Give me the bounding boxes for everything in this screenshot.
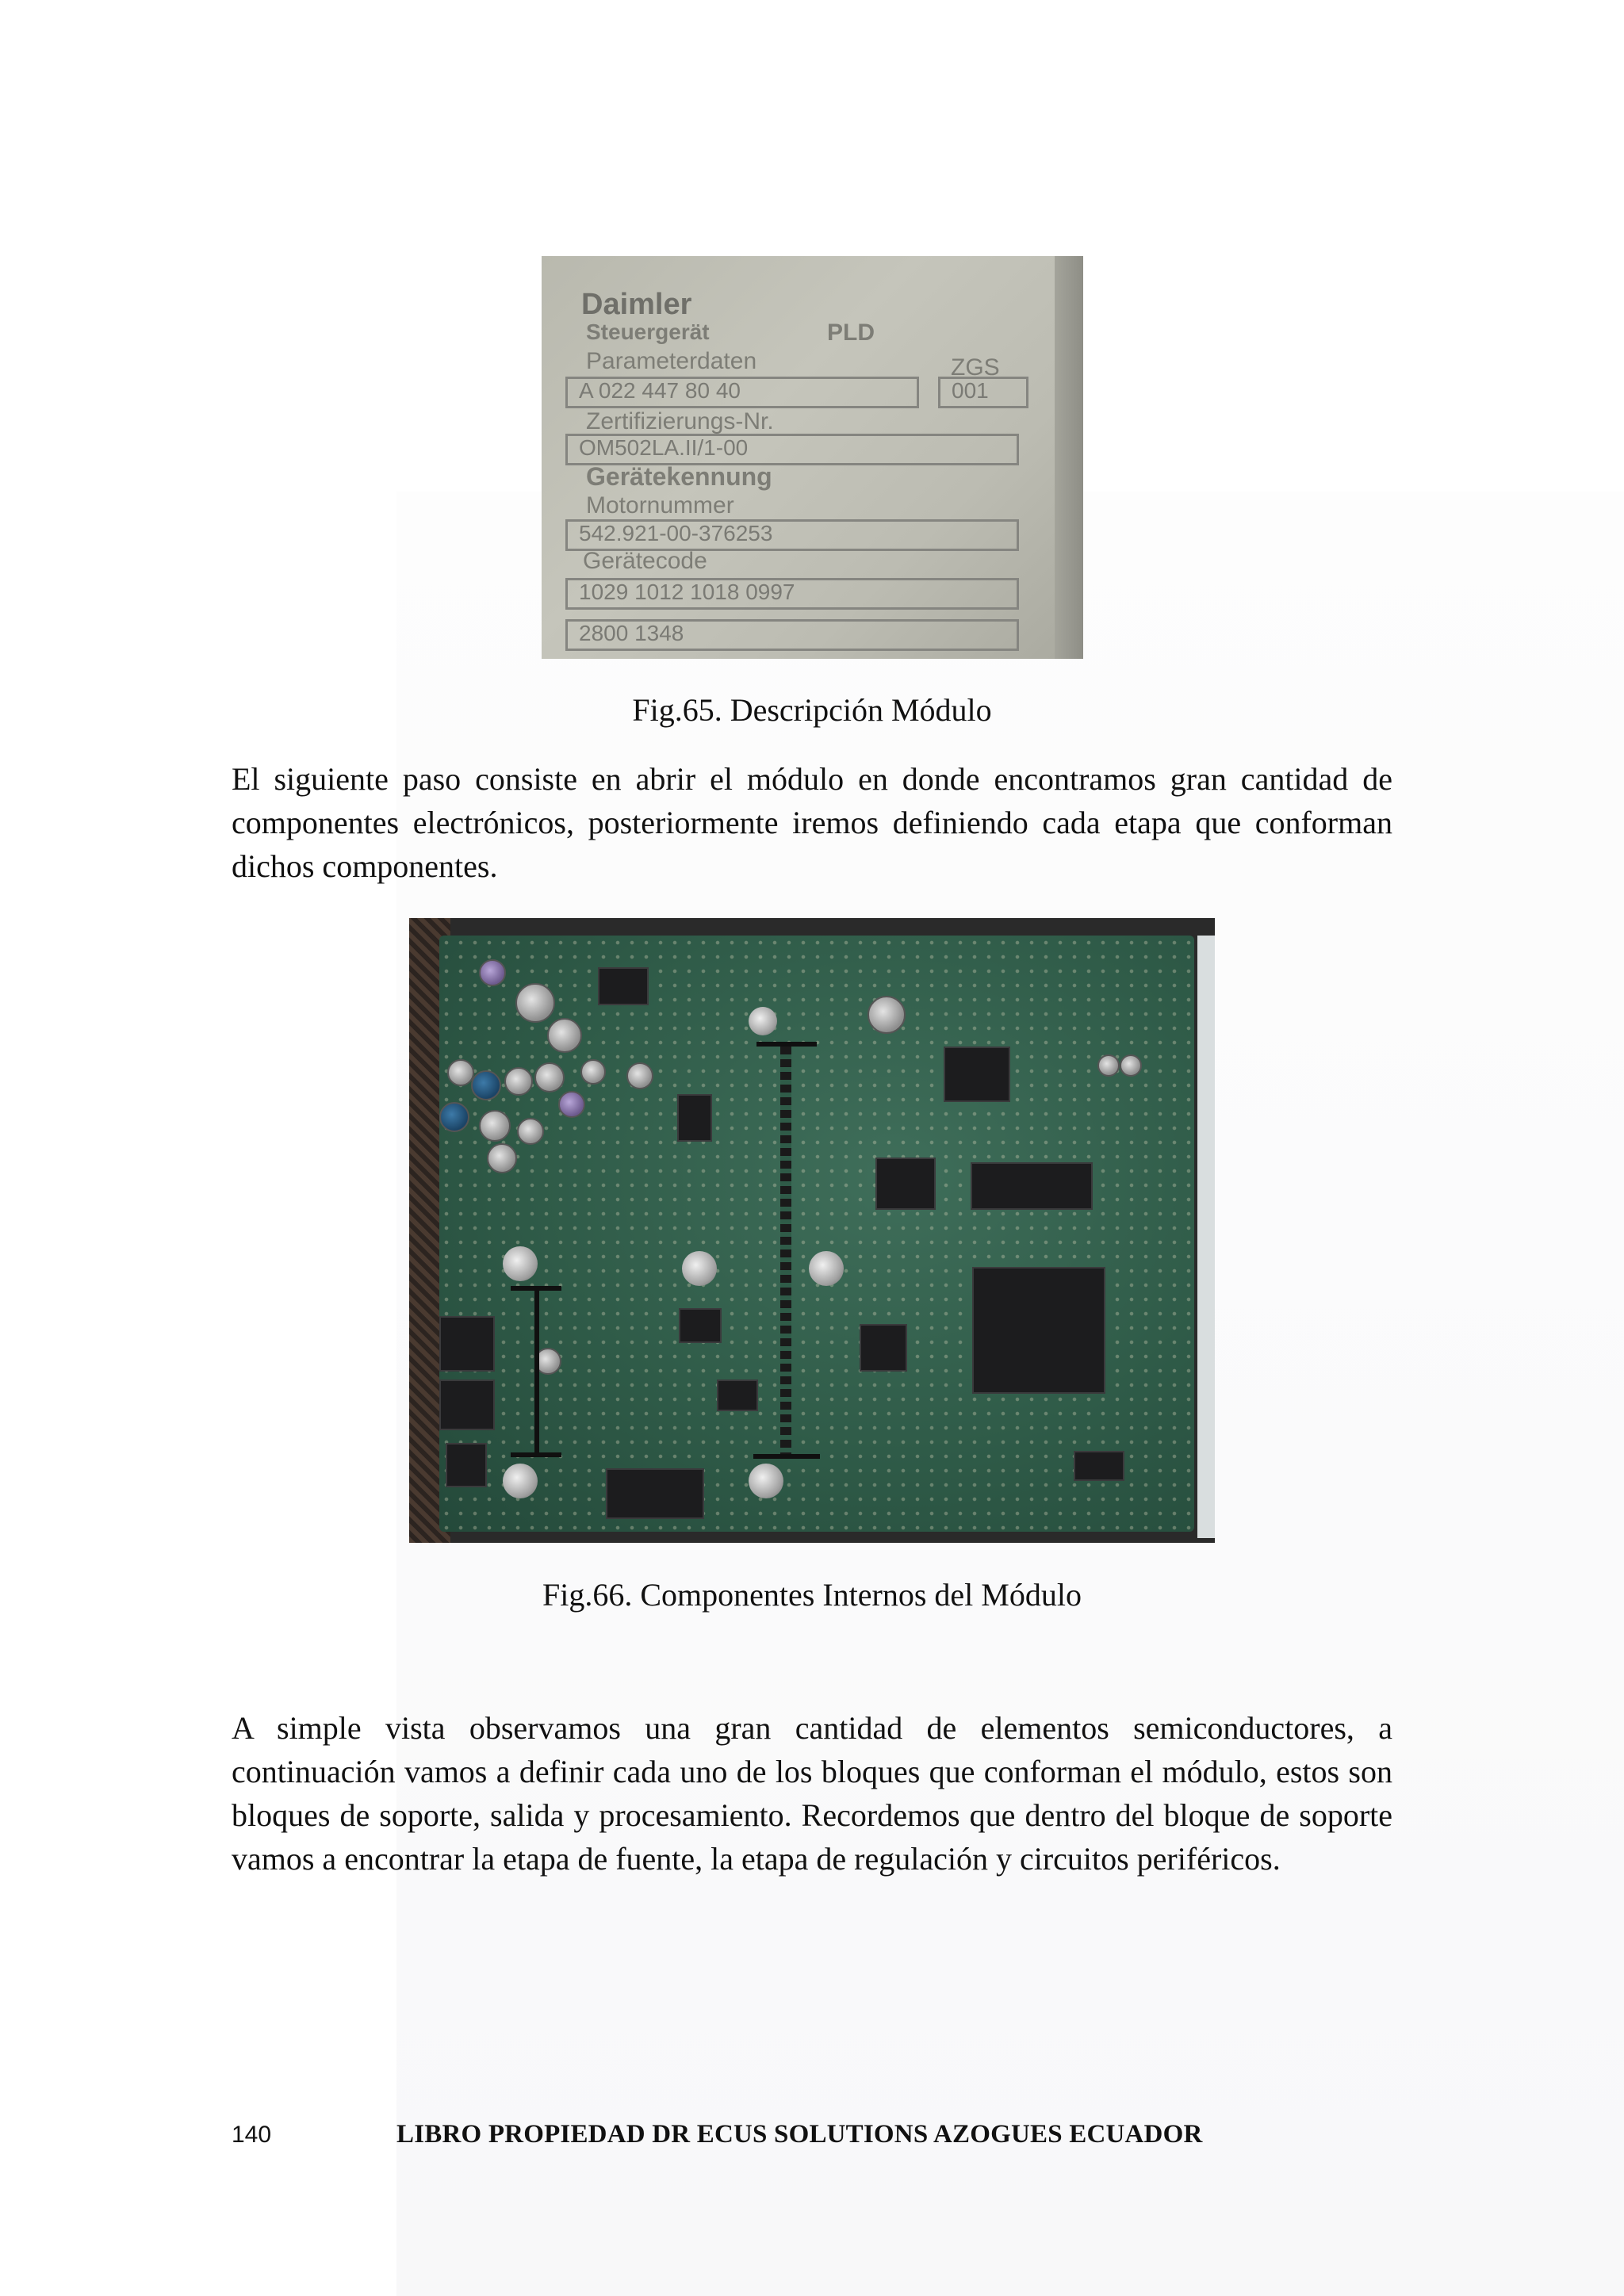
plate-box-device-code: 1029 1012 1018 0997 [565,578,1019,610]
capacitor [534,1062,565,1093]
pcb-chip [598,967,649,1005]
pcb-marker-bar [756,1042,817,1047]
plate-line-zgs: ZGS [951,354,1000,381]
pcb-connector-chip [606,1468,704,1519]
pcb-chip [679,1308,722,1343]
paragraph-1: El siguiente paso consiste en abrir el módulo en donde encontramos gran cantidad de componentes electrónicos, posteriormente iremos definiendo cada etapa que conforman dichos componentes. [232,761,1392,884]
figure-65-label-photo [542,256,1083,659]
plate-sub-motornummer: Motornummer [586,492,734,519]
pcb-chip [446,1443,487,1487]
pcb-chip [875,1158,936,1210]
capacitor [580,1059,606,1085]
figure-65-caption: Fig.65. Descripción Módulo [632,692,992,728]
capacitor [547,1018,582,1053]
mounting-screw [749,1007,777,1035]
plate-box-zgs: 001 [938,377,1028,408]
pcb-processor-chip [972,1267,1105,1394]
capacitor [479,1110,511,1142]
pcb-chip [717,1380,758,1411]
pcb-marker-bar [511,1452,561,1457]
footer-title: LIBRO PROPIEDAD DR ECUS SOLUTIONS AZOGUES ECUADOR [396,2120,1203,2149]
mounting-screw [503,1246,538,1281]
mounting-screw [503,1464,538,1498]
pcb-background-strip [1197,936,1215,1538]
plate-box-part-number: A 022 447 80 40 [565,377,919,408]
plate-box-certification: OM502LA.II/1-00 [565,434,1019,465]
capacitor [479,959,506,986]
pcb-chip [860,1324,907,1372]
capacitor [471,1070,501,1100]
plate-brand: Daimler [581,288,692,321]
figure-66-pcb-photo [409,918,1215,1543]
capacitor [515,983,555,1023]
plate-box-engine-number: 542.921-00-376253 [565,519,1019,551]
pcb-board [439,936,1194,1532]
mounting-screw [682,1251,717,1286]
pcb-chip [944,1047,1010,1102]
figure-66-caption: Fig.66. Componentes Internos del Módulo [542,1577,1082,1613]
capacitor [558,1091,585,1118]
pcb-pin-row [780,1047,791,1459]
page-number: 140 [232,2122,272,2148]
capacitor [868,996,906,1034]
plate-box-serial: 2800 1348 [565,619,1019,651]
mounting-screw [809,1251,844,1286]
pcb-marker-bar [753,1454,820,1459]
plate-line-steuergeraet: Steuergerät [586,320,710,344]
pcb-marker-bar [534,1286,539,1456]
plate-sub-geraetecode: Gerätecode [583,548,707,574]
pcb-chip [1074,1451,1124,1481]
pcb-marker-bar [511,1286,561,1291]
pcb-chip [971,1162,1093,1210]
capacitor [517,1118,544,1145]
capacitor [447,1059,474,1086]
pcb-chip [677,1094,712,1142]
plate-sub-geraetekennung: Gerätekennung [586,462,772,491]
capacitor [626,1062,653,1089]
pcb-chip [439,1380,495,1430]
plate-line-parameterdaten: Parameterdaten [586,348,757,374]
plate-sub-zertifizierung: Zertifizierungs-Nr. [586,408,774,434]
capacitor [487,1143,517,1173]
pcb-chip [439,1316,495,1372]
capacitor [1097,1054,1120,1077]
plate-line-pld: PLD [827,320,875,346]
capacitor [504,1067,533,1096]
plate-edge [1055,256,1083,659]
capacitor [439,1102,469,1132]
capacitor [1120,1054,1142,1077]
paragraph-2: A simple vista observamos una gran cantidad de elementos semiconductores, a continuación vamos a definir cada uno de los bloques que conforman el módulo, estos son bloques de soporte, salida y procesamiento. Recordemos que dentro del bloque de soporte vamos a encontrar la etapa de fuente, la etapa de regulación y circuitos periféricos. [232,1710,1392,1877]
mounting-screw [749,1464,783,1498]
